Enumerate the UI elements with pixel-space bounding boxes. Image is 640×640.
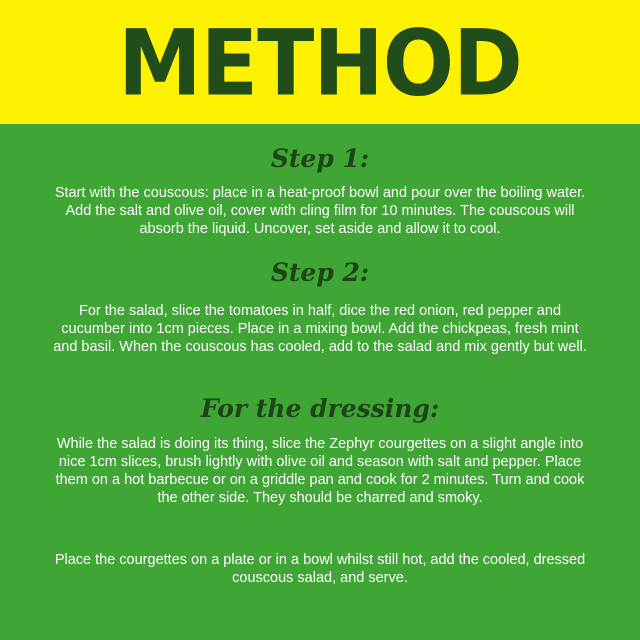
final-step-text: Place the courgettes on a plate or in a bowl whilst still hot, add the cooled, dressed couscous salad, and serve.: [54, 552, 586, 586]
dressing-heading: For the dressing:: [200, 394, 440, 423]
step-1-text: Start with the couscous: place in a heat-proof bowl and pour over the boiling water. Add the salt and olive oil, cover with cling film for 10 minutes. The couscous will absorb the liquid. Uncover, set aside and allow it to cool.: [54, 185, 586, 237]
step-2-heading: Step 2:: [270, 258, 370, 287]
method-content: [0, 124, 640, 640]
dressing-text: While the salad is doing its thing, slice the Zephyr courgettes on a slight angle into nice 1cm slices, brush lightly with olive oil and season with salt and pepper. Place them on a hot barbecue or on a griddle pan and cook for 2 minutes. Turn and cook the other side. They should be charred and smoky.: [55, 436, 585, 506]
step-1-heading: Step 1:: [270, 144, 370, 173]
step-2-text: For the salad, slice the tomatoes in half, dice the red onion, red pepper and cucumber into 1cm pieces. Place in a mixing bowl. Add the chickpeas, fresh mint and basil. When the couscous has cooled, add to the salad and mix gently but well.: [53, 303, 587, 355]
header-banner: [0, 0, 640, 124]
page-title: METHOD: [118, 10, 522, 116]
